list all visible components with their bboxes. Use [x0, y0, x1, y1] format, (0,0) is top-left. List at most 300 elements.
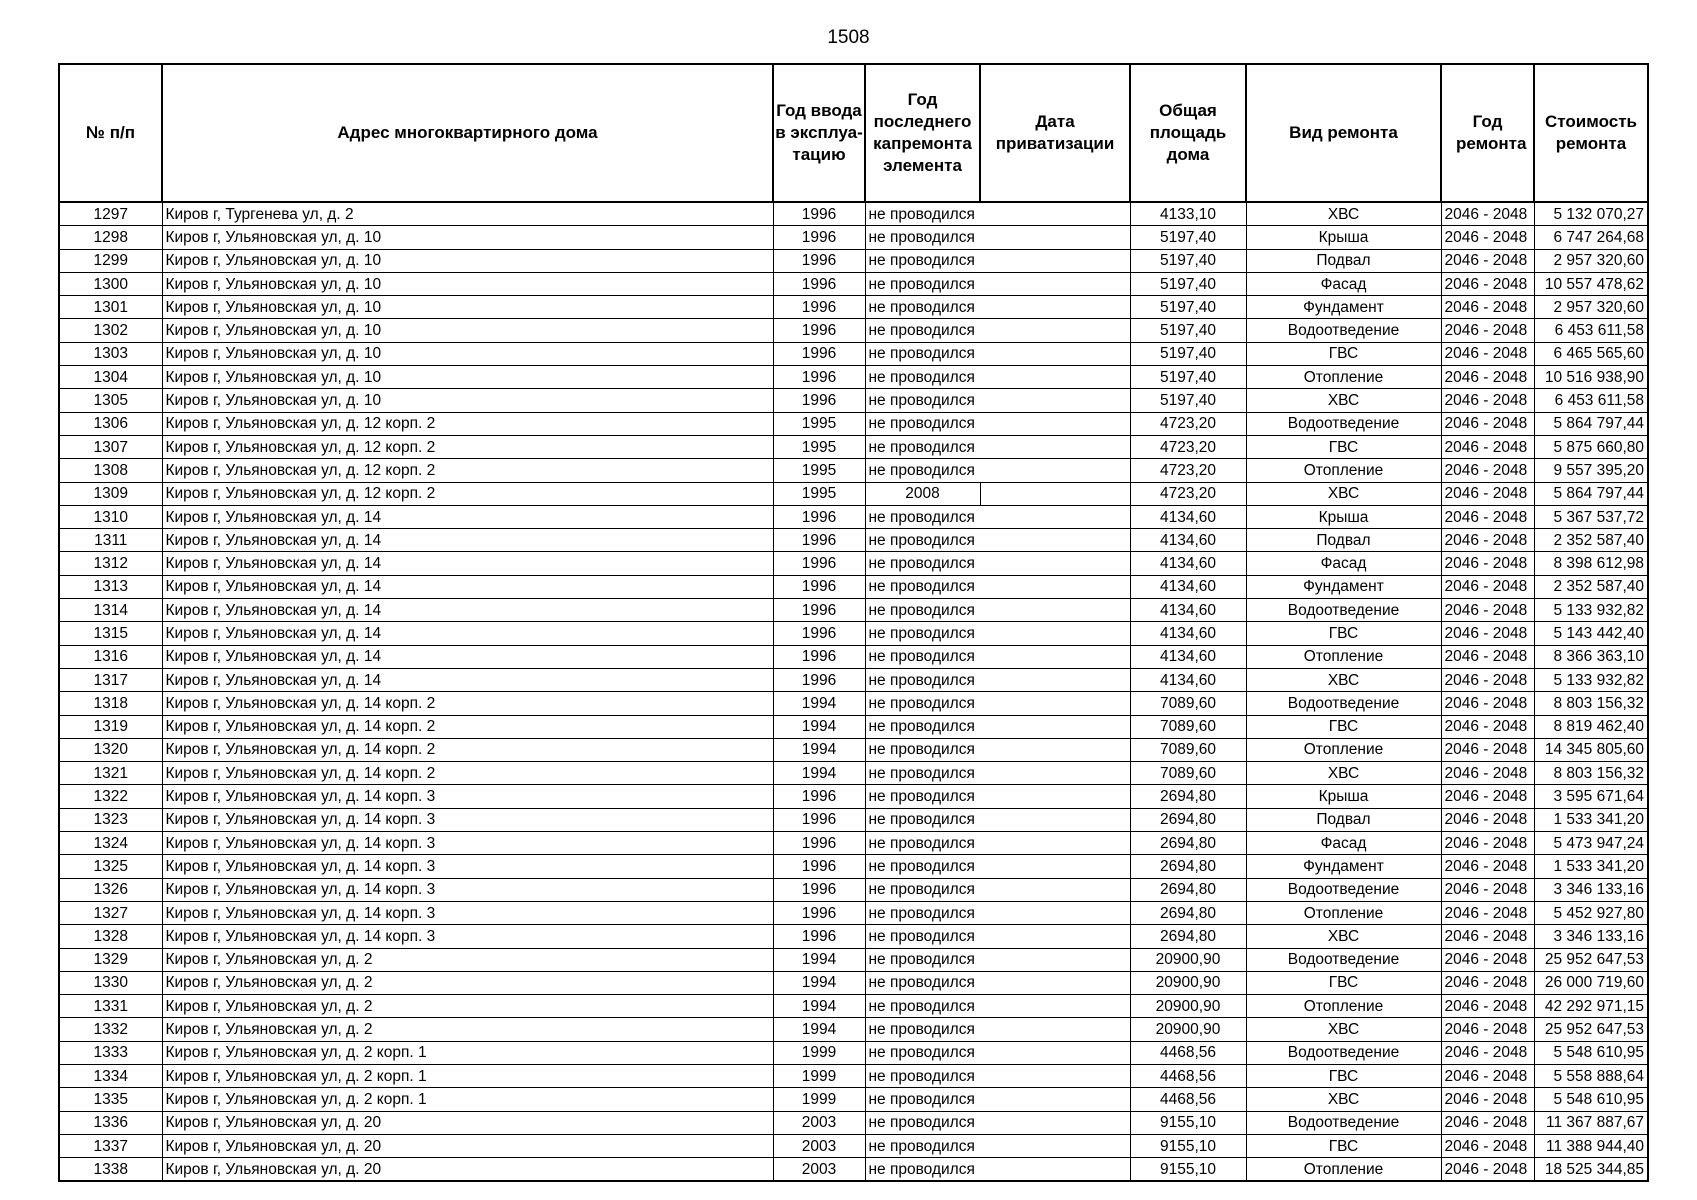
cell-repair-year: 2046 - 2048 [1441, 482, 1534, 505]
cell-cost: 9 557 395,20 [1534, 459, 1648, 482]
cell-area: 2694,80 [1130, 878, 1246, 901]
cell-area: 4723,20 [1130, 482, 1246, 505]
cell-year-built: 1996 [773, 832, 865, 855]
cell-privatization [980, 692, 1130, 715]
cell-num: 1314 [59, 599, 162, 622]
cell-repair-type: Водоотведение [1246, 319, 1441, 342]
cell-num: 1301 [59, 296, 162, 319]
cell-num: 1327 [59, 901, 162, 924]
cell-privatization [980, 715, 1130, 738]
cell-privatization [980, 1018, 1130, 1041]
cell-year-last-repair: 2008 [865, 482, 980, 505]
cell-year-built: 1994 [773, 762, 865, 785]
cell-year-built: 1996 [773, 226, 865, 249]
cell-year-last-repair: не проводился [865, 1041, 980, 1064]
cell-year-last-repair: не проводился [865, 1018, 980, 1041]
cell-address: Киров г, Ульяновская ул, д. 14 корп. 3 [162, 901, 773, 924]
cell-repair-type: Водоотведение [1246, 878, 1441, 901]
cell-cost: 25 952 647,53 [1534, 1018, 1648, 1041]
cell-cost: 8 819 462,40 [1534, 715, 1648, 738]
cell-address: Киров г, Ульяновская ул, д. 14 корп. 2 [162, 692, 773, 715]
cell-address: Киров г, Ульяновская ул, д. 20 [162, 1134, 773, 1157]
cell-repair-year: 2046 - 2048 [1441, 692, 1534, 715]
header-year-last-repair: Год последнего капремонта элемента [865, 64, 980, 202]
table-row [59, 715, 1648, 738]
cell-cost: 8 803 156,32 [1534, 762, 1648, 785]
cell-repair-type: Фундамент [1246, 575, 1441, 598]
cell-repair-year: 2046 - 2048 [1441, 762, 1534, 785]
cell-year-built: 1996 [773, 575, 865, 598]
cell-privatization [980, 296, 1130, 319]
cell-year-built: 1996 [773, 342, 865, 365]
cell-repair-year: 2046 - 2048 [1441, 925, 1534, 948]
cell-area: 4134,60 [1130, 599, 1246, 622]
cell-year-last-repair: не проводился [865, 645, 980, 668]
cell-privatization [980, 738, 1130, 761]
cell-num: 1323 [59, 808, 162, 831]
cell-year-last-repair: не проводился [865, 738, 980, 761]
cell-year-built: 1996 [773, 529, 865, 552]
cell-year-last-repair: не проводился [865, 622, 980, 645]
table-row [59, 1134, 1648, 1157]
cell-year-built: 1996 [773, 389, 865, 412]
cell-address: Киров г, Ульяновская ул, д. 14 [162, 668, 773, 691]
cell-year-built: 1996 [773, 366, 865, 389]
cell-address: Киров г, Ульяновская ул, д. 10 [162, 296, 773, 319]
cell-cost: 1 533 341,20 [1534, 855, 1648, 878]
cell-repair-year: 2046 - 2048 [1441, 342, 1534, 365]
cell-area: 4134,60 [1130, 622, 1246, 645]
cell-year-built: 1996 [773, 668, 865, 691]
cell-cost: 5 367 537,72 [1534, 505, 1648, 528]
table-row [59, 832, 1648, 855]
cell-area: 2694,80 [1130, 785, 1246, 808]
cell-year-last-repair: не проводился [865, 319, 980, 342]
cell-privatization [980, 948, 1130, 971]
cell-privatization [980, 529, 1130, 552]
cell-privatization [980, 878, 1130, 901]
cell-cost: 6 465 565,60 [1534, 342, 1648, 365]
cell-year-last-repair: не проводился [865, 552, 980, 575]
cell-area: 5197,40 [1130, 226, 1246, 249]
table-row [59, 366, 1648, 389]
cell-num: 1298 [59, 226, 162, 249]
cell-year-built: 2003 [773, 1134, 865, 1157]
cell-address: Киров г, Ульяновская ул, д. 2 корп. 1 [162, 1041, 773, 1064]
cell-year-last-repair: не проводился [865, 785, 980, 808]
cell-year-last-repair: не проводился [865, 296, 980, 319]
cell-repair-year: 2046 - 2048 [1441, 1111, 1534, 1134]
cell-cost: 5 864 797,44 [1534, 482, 1648, 505]
cell-area: 4134,60 [1130, 552, 1246, 575]
cell-privatization [980, 366, 1130, 389]
cell-cost: 5 133 932,82 [1534, 668, 1648, 691]
cell-repair-type: Водоотведение [1246, 412, 1441, 435]
cell-area: 5197,40 [1130, 366, 1246, 389]
cell-privatization [980, 622, 1130, 645]
cell-area: 4134,60 [1130, 575, 1246, 598]
cell-repair-year: 2046 - 2048 [1441, 1088, 1534, 1111]
cell-repair-type: Водоотведение [1246, 599, 1441, 622]
cell-repair-type: ГВС [1246, 342, 1441, 365]
cell-area: 7089,60 [1130, 738, 1246, 761]
cell-repair-year: 2046 - 2048 [1441, 622, 1534, 645]
cell-repair-year: 2046 - 2048 [1441, 1158, 1534, 1182]
header-repair-year: Год ремонта [1441, 64, 1534, 202]
cell-year-last-repair: не проводился [865, 249, 980, 272]
cell-area: 2694,80 [1130, 925, 1246, 948]
cell-privatization [980, 971, 1130, 994]
cell-privatization [980, 762, 1130, 785]
table-row [59, 738, 1648, 761]
cell-year-built: 1994 [773, 692, 865, 715]
cell-repair-type: Фасад [1246, 832, 1441, 855]
cell-privatization [980, 202, 1130, 226]
cell-num: 1338 [59, 1158, 162, 1182]
cell-num: 1305 [59, 389, 162, 412]
cell-area: 9155,10 [1130, 1134, 1246, 1157]
cell-address: Киров г, Тургенева ул, д. 2 [162, 202, 773, 226]
cell-area: 4134,60 [1130, 668, 1246, 691]
cell-repair-type: Фундамент [1246, 296, 1441, 319]
cell-address: Киров г, Ульяновская ул, д. 14 корп. 2 [162, 715, 773, 738]
cell-repair-type: Фасад [1246, 552, 1441, 575]
cell-year-last-repair: не проводился [865, 1134, 980, 1157]
cell-year-built: 1996 [773, 599, 865, 622]
cell-num: 1299 [59, 249, 162, 272]
cell-year-built: 1999 [773, 1064, 865, 1087]
cell-cost: 3 346 133,16 [1534, 878, 1648, 901]
cell-num: 1309 [59, 482, 162, 505]
cell-year-last-repair: не проводился [865, 226, 980, 249]
cell-year-built: 1996 [773, 808, 865, 831]
cell-repair-type: Подвал [1246, 808, 1441, 831]
cell-area: 4134,60 [1130, 645, 1246, 668]
cell-cost: 5 473 947,24 [1534, 832, 1648, 855]
cell-address: Киров г, Ульяновская ул, д. 10 [162, 249, 773, 272]
cell-repair-year: 2046 - 2048 [1441, 738, 1534, 761]
cell-area: 20900,90 [1130, 971, 1246, 994]
table-row [59, 412, 1648, 435]
cell-address: Киров г, Ульяновская ул, д. 20 [162, 1111, 773, 1134]
cell-num: 1311 [59, 529, 162, 552]
cell-privatization [980, 575, 1130, 598]
table-row [59, 296, 1648, 319]
cell-repair-year: 2046 - 2048 [1441, 1041, 1534, 1064]
cell-repair-type: Отопление [1246, 645, 1441, 668]
cell-year-last-repair: не проводился [865, 1158, 980, 1182]
cell-privatization [980, 272, 1130, 295]
cell-year-built: 1995 [773, 435, 865, 458]
cell-repair-type: Фасад [1246, 272, 1441, 295]
cell-address: Киров г, Ульяновская ул, д. 10 [162, 389, 773, 412]
cell-num: 1326 [59, 878, 162, 901]
cell-repair-type: ХВС [1246, 202, 1441, 226]
cell-repair-type: ХВС [1246, 668, 1441, 691]
cell-cost: 2 352 587,40 [1534, 575, 1648, 598]
table-row [59, 855, 1648, 878]
cell-address: Киров г, Ульяновская ул, д. 10 [162, 226, 773, 249]
cell-area: 4468,56 [1130, 1088, 1246, 1111]
cell-year-last-repair: не проводился [865, 412, 980, 435]
cell-year-last-repair: не проводился [865, 878, 980, 901]
cell-repair-type: Крыша [1246, 505, 1441, 528]
cell-privatization [980, 995, 1130, 1018]
cell-repair-year: 2046 - 2048 [1441, 948, 1534, 971]
table-row [59, 785, 1648, 808]
cell-repair-type: Подвал [1246, 529, 1441, 552]
cell-year-last-repair: не проводился [865, 505, 980, 528]
cell-year-built: 1999 [773, 1088, 865, 1111]
cell-repair-year: 2046 - 2048 [1441, 645, 1534, 668]
cell-year-last-repair: не проводился [865, 668, 980, 691]
table-row [59, 505, 1648, 528]
cell-num: 1321 [59, 762, 162, 785]
cell-cost: 10 557 478,62 [1534, 272, 1648, 295]
cell-repair-type: Отопление [1246, 366, 1441, 389]
cell-cost: 10 516 938,90 [1534, 366, 1648, 389]
cell-area: 9155,10 [1130, 1158, 1246, 1182]
cell-address: Киров г, Ульяновская ул, д. 2 [162, 1018, 773, 1041]
cell-privatization [980, 1111, 1130, 1134]
table-row [59, 925, 1648, 948]
cell-year-last-repair: не проводился [865, 1064, 980, 1087]
cell-cost: 5 875 660,80 [1534, 435, 1648, 458]
cell-cost: 25 952 647,53 [1534, 948, 1648, 971]
cell-num: 1322 [59, 785, 162, 808]
table-row [59, 226, 1648, 249]
cell-year-built: 1995 [773, 459, 865, 482]
cell-repair-year: 2046 - 2048 [1441, 1018, 1534, 1041]
cell-address: Киров г, Ульяновская ул, д. 14 [162, 552, 773, 575]
cell-repair-year: 2046 - 2048 [1441, 459, 1534, 482]
cell-repair-type: ГВС [1246, 971, 1441, 994]
cell-year-last-repair: не проводился [865, 1088, 980, 1111]
cell-area: 2694,80 [1130, 808, 1246, 831]
cell-num: 1324 [59, 832, 162, 855]
cell-area: 4723,20 [1130, 412, 1246, 435]
cell-privatization [980, 901, 1130, 924]
cell-cost: 6 453 611,58 [1534, 319, 1648, 342]
cell-year-built: 1996 [773, 622, 865, 645]
table-row [59, 1041, 1648, 1064]
table-body [59, 202, 1648, 1181]
cell-year-last-repair: не проводился [865, 366, 980, 389]
cell-repair-year: 2046 - 2048 [1441, 319, 1534, 342]
cell-repair-type: Крыша [1246, 785, 1441, 808]
cell-repair-type: Фундамент [1246, 855, 1441, 878]
cell-num: 1331 [59, 995, 162, 1018]
cell-year-built: 1996 [773, 785, 865, 808]
cell-year-built: 1994 [773, 738, 865, 761]
cell-num: 1318 [59, 692, 162, 715]
table-row [59, 575, 1648, 598]
cell-cost: 18 525 344,85 [1534, 1158, 1648, 1182]
cell-repair-year: 2046 - 2048 [1441, 855, 1534, 878]
cell-repair-type: Отопление [1246, 901, 1441, 924]
cell-year-built: 1994 [773, 1018, 865, 1041]
cell-year-last-repair: не проводился [865, 901, 980, 924]
cell-repair-type: ХВС [1246, 762, 1441, 785]
cell-cost: 2 957 320,60 [1534, 249, 1648, 272]
cell-address: Киров г, Ульяновская ул, д. 14 корп. 3 [162, 925, 773, 948]
cell-year-built: 1999 [773, 1041, 865, 1064]
cell-repair-type: Отопление [1246, 1158, 1441, 1182]
cell-num: 1335 [59, 1088, 162, 1111]
cell-address: Киров г, Ульяновская ул, д. 12 корп. 2 [162, 482, 773, 505]
cell-repair-type: ХВС [1246, 1088, 1441, 1111]
table-row [59, 622, 1648, 645]
cell-privatization [980, 1088, 1130, 1111]
cell-privatization [980, 1064, 1130, 1087]
cell-area: 5197,40 [1130, 319, 1246, 342]
cell-year-built: 1996 [773, 552, 865, 575]
cell-address: Киров г, Ульяновская ул, д. 14 корп. 2 [162, 762, 773, 785]
cell-area: 2694,80 [1130, 832, 1246, 855]
cell-num: 1320 [59, 738, 162, 761]
table-row [59, 692, 1648, 715]
table-row [59, 878, 1648, 901]
cell-year-last-repair: не проводился [865, 272, 980, 295]
cell-address: Киров г, Ульяновская ул, д. 14 корп. 3 [162, 785, 773, 808]
header-year-built: Год ввода в эксплуа-тацию [773, 64, 865, 202]
cell-cost: 5 548 610,95 [1534, 1088, 1648, 1111]
table-row [59, 808, 1648, 831]
cell-privatization [980, 599, 1130, 622]
cell-privatization [980, 1041, 1130, 1064]
cell-cost: 8 803 156,32 [1534, 692, 1648, 715]
cell-repair-year: 2046 - 2048 [1441, 529, 1534, 552]
cell-cost: 11 367 887,67 [1534, 1111, 1648, 1134]
cell-year-built: 1996 [773, 925, 865, 948]
cell-address: Киров г, Ульяновская ул, д. 2 [162, 995, 773, 1018]
cell-repair-type: ГВС [1246, 1134, 1441, 1157]
cell-cost: 8 398 612,98 [1534, 552, 1648, 575]
cell-num: 1302 [59, 319, 162, 342]
cell-year-built: 1994 [773, 948, 865, 971]
cell-year-last-repair: не проводился [865, 1111, 980, 1134]
cell-repair-type: ГВС [1246, 622, 1441, 645]
cell-year-built: 1996 [773, 202, 865, 226]
table-row [59, 1088, 1648, 1111]
cell-year-last-repair: не проводился [865, 762, 980, 785]
cell-cost: 1 533 341,20 [1534, 808, 1648, 831]
cell-num: 1312 [59, 552, 162, 575]
cell-repair-type: ХВС [1246, 389, 1441, 412]
cell-year-last-repair: не проводился [865, 855, 980, 878]
cell-repair-type: Отопление [1246, 995, 1441, 1018]
cell-address: Киров г, Ульяновская ул, д. 12 корп. 2 [162, 459, 773, 482]
cell-year-last-repair: не проводился [865, 599, 980, 622]
cell-year-built: 1996 [773, 249, 865, 272]
header-repair-type: Вид ремонта [1246, 64, 1441, 202]
cell-repair-year: 2046 - 2048 [1441, 389, 1534, 412]
cell-repair-year: 2046 - 2048 [1441, 575, 1534, 598]
cell-area: 5197,40 [1130, 296, 1246, 319]
cell-address: Киров г, Ульяновская ул, д. 2 корп. 1 [162, 1088, 773, 1111]
table-row [59, 1064, 1648, 1087]
cell-privatization [980, 389, 1130, 412]
cell-privatization [980, 668, 1130, 691]
cell-num: 1336 [59, 1111, 162, 1134]
cell-address: Киров г, Ульяновская ул, д. 14 корп. 3 [162, 855, 773, 878]
cell-area: 5197,40 [1130, 249, 1246, 272]
table-row [59, 762, 1648, 785]
cell-address: Киров г, Ульяновская ул, д. 14 [162, 645, 773, 668]
cell-area: 20900,90 [1130, 1018, 1246, 1041]
cell-area: 7089,60 [1130, 715, 1246, 738]
cell-year-last-repair: не проводился [865, 925, 980, 948]
table-header [59, 64, 1648, 202]
cell-cost: 26 000 719,60 [1534, 971, 1648, 994]
cell-cost: 5 143 442,40 [1534, 622, 1648, 645]
cell-address: Киров г, Ульяновская ул, д. 14 [162, 599, 773, 622]
cell-year-last-repair: не проводился [865, 575, 980, 598]
table-row [59, 1018, 1648, 1041]
cell-year-built: 1994 [773, 971, 865, 994]
cell-address: Киров г, Ульяновская ул, д. 14 корп. 2 [162, 738, 773, 761]
cell-repair-year: 2046 - 2048 [1441, 668, 1534, 691]
cell-year-built: 1996 [773, 878, 865, 901]
cell-num: 1319 [59, 715, 162, 738]
cell-area: 2694,80 [1130, 855, 1246, 878]
cell-privatization [980, 319, 1130, 342]
cell-cost: 2 352 587,40 [1534, 529, 1648, 552]
cell-area: 4723,20 [1130, 459, 1246, 482]
cell-area: 5197,40 [1130, 342, 1246, 365]
header-cost: Стоимость ремонта [1534, 64, 1648, 202]
table-row [59, 1158, 1648, 1182]
cell-address: Киров г, Ульяновская ул, д. 12 корп. 2 [162, 412, 773, 435]
cell-num: 1297 [59, 202, 162, 226]
cell-repair-type: Водоотведение [1246, 1111, 1441, 1134]
cell-num: 1329 [59, 948, 162, 971]
cell-privatization [980, 412, 1130, 435]
cell-year-built: 1996 [773, 272, 865, 295]
cell-privatization [980, 226, 1130, 249]
table-row [59, 389, 1648, 412]
cell-year-built: 1994 [773, 715, 865, 738]
cell-address: Киров г, Ульяновская ул, д. 10 [162, 366, 773, 389]
cell-area: 4134,60 [1130, 505, 1246, 528]
cell-num: 1315 [59, 622, 162, 645]
cell-area: 5197,40 [1130, 389, 1246, 412]
cell-num: 1304 [59, 366, 162, 389]
cell-year-last-repair: не проводился [865, 715, 980, 738]
table-row [59, 971, 1648, 994]
cell-area: 4133,10 [1130, 202, 1246, 226]
cell-privatization [980, 645, 1130, 668]
cell-privatization [980, 482, 1130, 505]
cell-repair-year: 2046 - 2048 [1441, 202, 1534, 226]
cell-year-last-repair: не проводился [865, 808, 980, 831]
cell-area: 4468,56 [1130, 1041, 1246, 1064]
cell-address: Киров г, Ульяновская ул, д. 2 [162, 948, 773, 971]
cell-year-last-repair: не проводился [865, 692, 980, 715]
cell-cost: 6 747 264,68 [1534, 226, 1648, 249]
cell-repair-type: ХВС [1246, 925, 1441, 948]
table-row [59, 319, 1648, 342]
cell-year-built: 1996 [773, 901, 865, 924]
cell-year-built: 1996 [773, 319, 865, 342]
table-row [59, 202, 1648, 226]
cell-repair-year: 2046 - 2048 [1441, 715, 1534, 738]
cell-repair-year: 2046 - 2048 [1441, 808, 1534, 831]
cell-year-last-repair: не проводился [865, 948, 980, 971]
header-privatization: Дата приватизации [980, 64, 1130, 202]
cell-num: 1334 [59, 1064, 162, 1087]
cell-repair-type: Водоотведение [1246, 1041, 1441, 1064]
